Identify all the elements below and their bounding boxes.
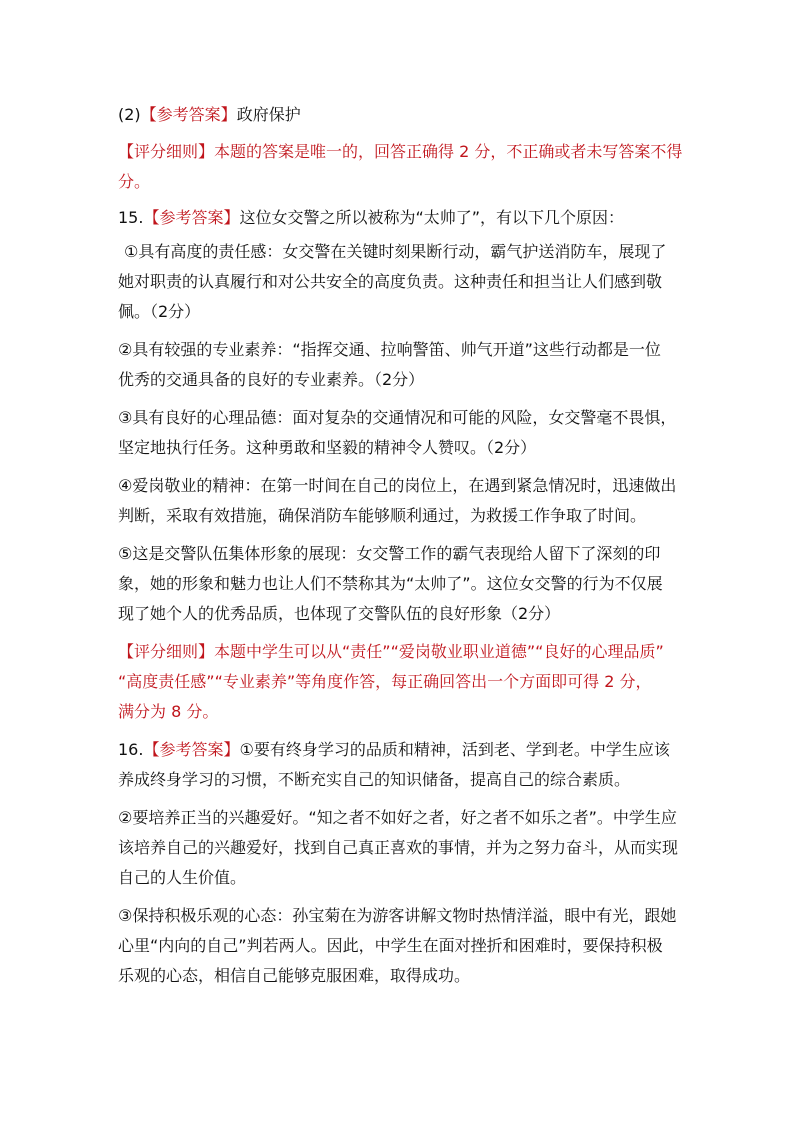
text-line: ①要有终身学习的品质和精神，活到老、学到老。中学生应该 bbox=[239, 740, 670, 759]
text-line: 佩。（2分） bbox=[118, 302, 201, 321]
text-line: ⑤这是交警队伍集体形象的展现：女交警工作的霸气表现给人留下了深刻的印 bbox=[118, 544, 661, 563]
text-line: ②具有较强的专业素养：“指挥交通、拉响警笛、帅气开道”这些行动都是一位 bbox=[118, 340, 661, 359]
text-line: 满分为 8 分。 bbox=[118, 702, 219, 721]
q15-point-1 bbox=[118, 237, 684, 327]
text-line: 乐观的心态，相信自己能够克服困难，取得成功。 bbox=[118, 966, 471, 985]
text-line: 优秀的交通具备的良好的专业素养。（2分） bbox=[118, 370, 425, 389]
q15-answer-intro bbox=[118, 203, 678, 233]
text-line: 养成终身学习的习惯，不断充实自己的知识储备，提高自己的综合素质。 bbox=[118, 770, 631, 789]
grading-text-cont: 分。 bbox=[118, 172, 151, 191]
answer-tag: 【参考答案】 bbox=[140, 105, 237, 124]
text-line: 判断，采取有效措施，确保消防车能够顺利通过，为救援工作争取了时间。 bbox=[118, 506, 647, 525]
q16-point-2 bbox=[118, 803, 678, 893]
text-line: 该培养自己的兴趣爱好，找到自己真正喜欢的事情，并为之努力奋斗，从而实现 bbox=[118, 838, 679, 857]
text-line: ②要培养正当的兴趣爱好。“知之者不如好之者，好之者不如乐之者”。中学生应 bbox=[118, 808, 677, 827]
text-line: 坚定地执行任务。这种勇敢和坚毅的精神令人赞叹。（2分） bbox=[118, 438, 537, 457]
text-line: 【评分细则】本题中学生可以从“责任”“爱岗敬业职业道德”“良好的心理品质” bbox=[118, 642, 664, 661]
text-line: 自己的人生价值。 bbox=[118, 868, 247, 887]
q15-point-3 bbox=[118, 403, 678, 463]
question-number: 16. bbox=[118, 740, 144, 759]
text-line: ③具有良好的心理品德：面对复杂的交通情况和可能的风险，女交警毫不畏惧， bbox=[118, 408, 677, 427]
text-line: “高度责任感”“专业素养”等角度作答，每正确回答出一个方面即可得 2 分， bbox=[118, 672, 652, 691]
q14-grading-rules bbox=[118, 137, 683, 197]
text-line: 她对职责的认真履行和对公共安全的高度负责。这种责任和担当让人们感到敬 bbox=[118, 272, 663, 291]
part-number: (2) bbox=[118, 105, 141, 124]
q15-grading-rules bbox=[118, 637, 678, 727]
q15-point-5 bbox=[118, 539, 678, 629]
q16-point-3 bbox=[118, 901, 678, 991]
text-line: 现了她个人的优秀品质，也体现了交警队伍的良好形象（2分） bbox=[118, 604, 561, 623]
answer-tag: 【参考答案】 bbox=[143, 208, 240, 227]
q15-point-4 bbox=[118, 471, 678, 531]
q14-part2-answer bbox=[118, 100, 678, 130]
answer-tag: 【参考答案】 bbox=[143, 740, 240, 759]
q16-point-1 bbox=[118, 735, 678, 795]
answer-text: 政府保护 bbox=[236, 105, 301, 124]
grading-tag: 【评分细则】 bbox=[118, 142, 215, 161]
text-line: 象，她的形象和魅力也让人们不禁称其为“太帅了”。这位女交警的行为不仅展 bbox=[118, 574, 663, 593]
answer-intro-text: 这位女交警之所以被称为“太帅了”，有以下几个原因： bbox=[239, 208, 625, 227]
text-line: ④爱岗敬业的精神：在第一时间在自己的岗位上，在遇到紧急情况时，迅速做出 bbox=[118, 476, 677, 495]
text-line: 心里“内向的自己”判若两人。因此，中学生在面对挫折和困难时，要保持积极 bbox=[118, 936, 663, 955]
q15-point-2 bbox=[118, 335, 678, 395]
text-line: ①具有高度的责任感：女交警在关键时刻果断行动，霸气护送消防车，展现了 bbox=[124, 242, 667, 261]
question-number: 15. bbox=[118, 208, 144, 227]
grading-text: 本题的答案是唯一的，回答正确得 2 分，不正确或者未写答案不得 bbox=[214, 142, 683, 161]
text-line: ③保持积极乐观的心态：孙宝菊在为游客讲解文物时热情洋溢，眼中有光，跟她 bbox=[118, 906, 677, 925]
